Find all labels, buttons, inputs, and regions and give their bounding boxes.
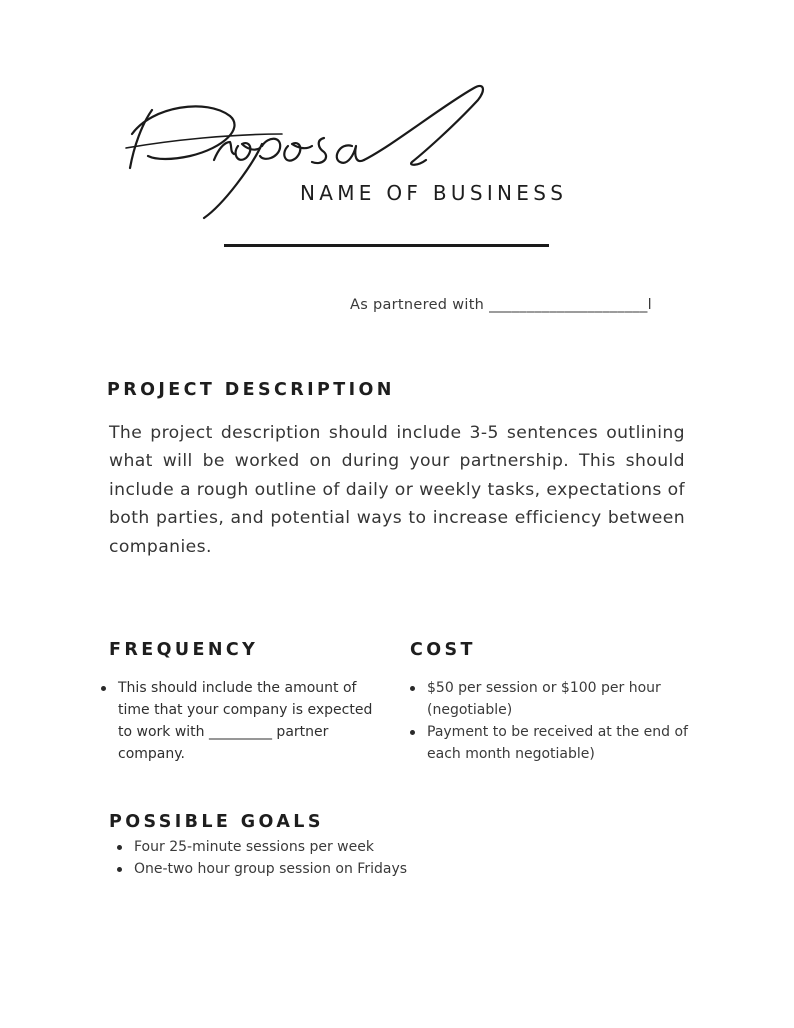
- cost-item-text: $50 per session or $100 per hour (negotiable): [427, 680, 661, 718]
- title-divider: [224, 244, 549, 247]
- bullet-icon: [101, 686, 106, 691]
- frequency-list: [101, 677, 386, 765]
- frequency-item-text: This should include the amount of time that your company is expected to work with _________ partner company.: [118, 680, 373, 762]
- list-item: [117, 836, 517, 858]
- project-description-body: The project description should include 3-5 sentences outlining what will be worked on during your partnership. This should include a rough outline of daily or weekly tasks, expectations of both parties, and potential ways to increase efficiency between companies.: [109, 423, 685, 557]
- possible-goals-heading: POSSIBLE GOALS: [109, 812, 324, 832]
- partnered-with-line: As partnered with _____________________l: [350, 297, 652, 313]
- goal-item-text: One-two hour group session on Fridays: [134, 861, 408, 877]
- cost-heading: COST: [410, 640, 476, 660]
- bullet-icon: [117, 867, 122, 872]
- goal-item-text: Four 25-minute sessions per week: [134, 839, 374, 855]
- list-item: [101, 677, 386, 765]
- bullet-icon: [117, 845, 122, 850]
- project-description-heading: PROJECT DESCRIPTION: [107, 380, 395, 400]
- list-item: [410, 677, 695, 721]
- cost-list: [410, 677, 695, 765]
- bullet-icon: [410, 730, 415, 735]
- list-item: [410, 721, 695, 765]
- business-name: NAME OF BUSINESS: [300, 181, 568, 205]
- list-item: [117, 858, 517, 880]
- cost-item-text: Payment to be received at the end of each month negotiable): [427, 724, 688, 762]
- goals-list: [117, 836, 517, 880]
- frequency-heading: FREQUENCY: [109, 640, 259, 660]
- bullet-icon: [410, 686, 415, 691]
